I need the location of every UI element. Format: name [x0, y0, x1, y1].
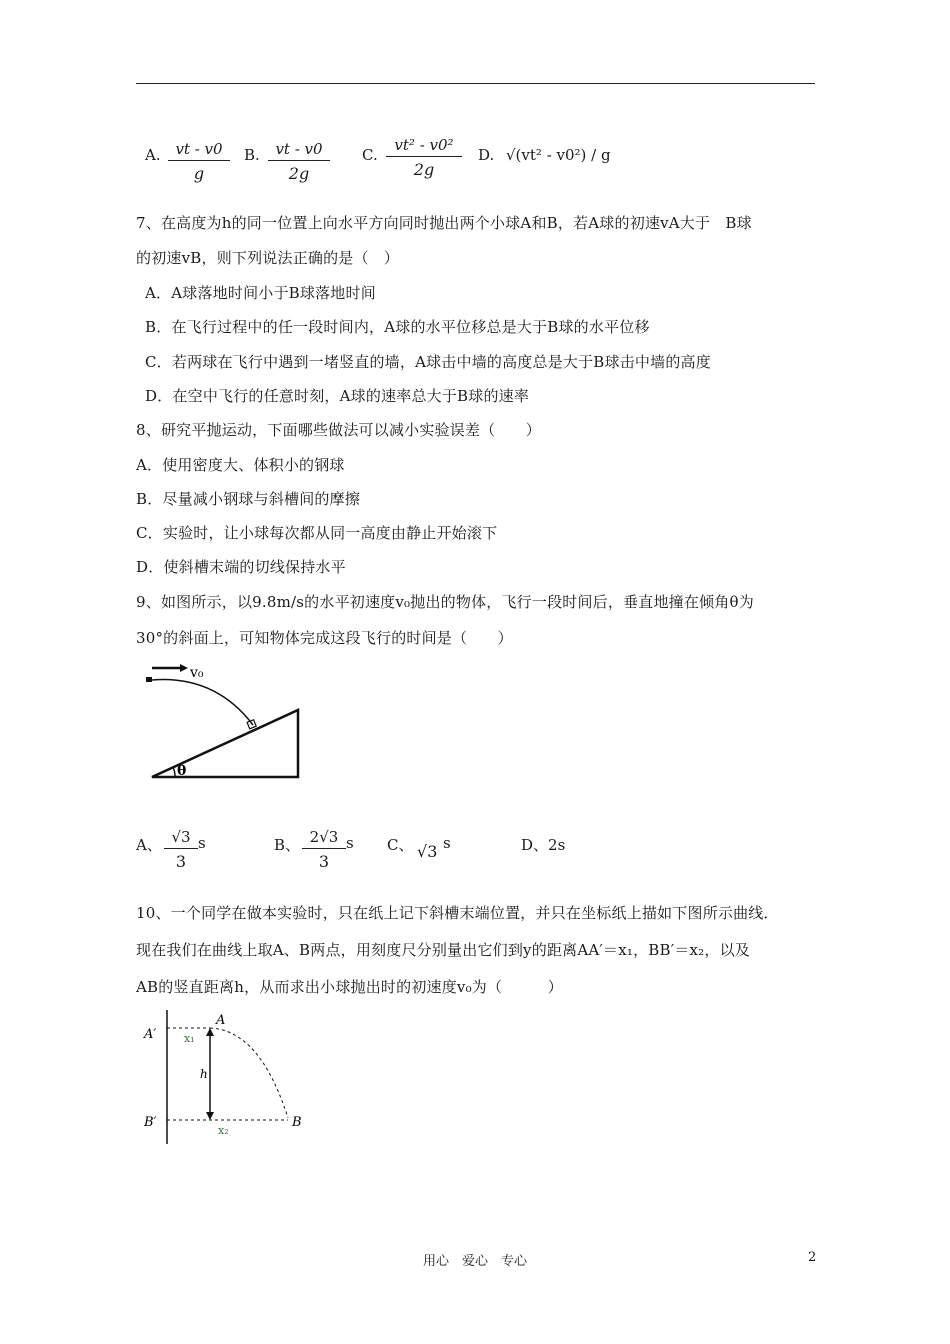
- q7-option-a: A．A球落地时间小于B球落地时间: [145, 284, 376, 302]
- page-footer: 用心 爱心 专心: [422, 1254, 527, 1269]
- q10-stem-line-3: AB的竖直距离h，从而求出小球抛出时的初速度v₀为（ ）: [136, 978, 564, 996]
- q6-option-b-denominator: 2g: [288, 164, 310, 183]
- q9-option-b-label: B、: [274, 836, 301, 854]
- q6-option-b-numerator: vt - v0: [275, 140, 323, 158]
- header-rule: [136, 83, 815, 84]
- q6-option-d-label: D.: [478, 146, 495, 164]
- q9-option-b-fraction: [302, 828, 346, 871]
- page-number: 2: [808, 1250, 817, 1265]
- q9-option-d: D、2s: [521, 836, 566, 854]
- q6-option-c-numerator: vt² - v0²: [394, 136, 454, 154]
- q6-option-a-denominator: g: [193, 164, 205, 183]
- q10-x2-label: x₂: [218, 1124, 229, 1137]
- q7-option-d: D．在空中飞行的任意时刻，A球的速率总大于B球的速率: [145, 387, 530, 405]
- q7-stem-line-2: 的初速vB，则下列说法正确的是（ ）: [136, 249, 400, 267]
- q10-h-label: h: [200, 1067, 208, 1081]
- q10-trajectory-figure: [140, 1008, 315, 1148]
- q9-trajectory-curve: [152, 680, 253, 725]
- q9-stem-line-1: 9、如图所示，以9.8m/s的水平初速度v₀抛出的物体，飞行一段时间后，垂直地撞在倾角θ为: [136, 593, 754, 611]
- q9-option-b-unit: s: [346, 834, 354, 852]
- q10-a-prime-label: A′: [144, 1027, 157, 1042]
- q9-option-a-numerator: √3: [171, 828, 191, 846]
- q8-option-a: A．使用密度大、体积小的钢球: [136, 456, 345, 474]
- q8-option-b: B．尽量减小钢球与斜槽间的摩擦: [136, 490, 361, 508]
- q9-option-a-fraction: [164, 828, 198, 871]
- q7-stem-line-1: 7、在高度为h的同一位置上向水平方向同时抛出两个小球A和B，若A球的初速vA大于 B球: [136, 214, 752, 232]
- q9-incline-triangle: [152, 710, 298, 777]
- q9-launch-point: [146, 677, 152, 682]
- q10-b-prime-label: B′: [144, 1115, 157, 1130]
- q10-a-label: A: [216, 1013, 226, 1028]
- q6-option-c-denominator: 2g: [413, 160, 435, 179]
- q9-option-a-label: A、: [136, 836, 162, 854]
- q8-stem: 8、研究平抛运动，下面哪些做法可以减小实验误差（ ）: [136, 421, 541, 439]
- q9-incline-figure: [140, 655, 315, 787]
- q6-option-b-label: B.: [244, 146, 260, 164]
- q10-stem-line-1: 10、一个同学在做本实验时，只在纸上记下斜槽末端位置，并只在坐标纸上描如下图所示曲线．: [136, 904, 779, 922]
- q9-stem-line-2: 30°的斜面上，可知物体完成这段飞行的时间是（ ）: [136, 629, 513, 647]
- q9-v0-label: v₀: [190, 665, 204, 681]
- q6-option-c-label: C.: [362, 146, 378, 164]
- q8-option-d: D．使斜槽末端的切线保持水平: [136, 558, 346, 576]
- q10-trajectory-curve: [210, 1028, 288, 1118]
- q9-option-c-unit: s: [443, 834, 451, 852]
- q6-option-d-expression: √(vt² - v0²) / g: [506, 146, 611, 164]
- q8-option-c: C．实验时，让小球每次都从同一高度由静止开始滚下: [136, 524, 498, 542]
- q9-option-b-numerator: 2√3: [309, 828, 339, 846]
- q7-option-c: C．若两球在飞行中遇到一堵竖直的墙，A球击中墙的高度总是大于B球击中墙的高度: [145, 353, 711, 371]
- q9-velocity-arrow: [152, 664, 188, 672]
- q6-option-b-fraction: [268, 140, 330, 183]
- q9-theta-label: θ: [177, 763, 187, 779]
- q6-option-a-fraction: [168, 140, 230, 183]
- q6-option-a-numerator: vt - v0: [175, 140, 223, 158]
- q9-option-a-denominator: 3: [175, 852, 187, 871]
- q10-b-label: B: [292, 1115, 302, 1130]
- q7-option-b: B．在飞行过程中的任一段时间内，A球的水平位移总是大于B球的水平位移: [145, 318, 650, 336]
- q10-x1-label: x₁: [184, 1032, 195, 1045]
- q9-option-b-denominator: 3: [318, 852, 330, 871]
- q9-option-c-label: C、: [387, 836, 414, 854]
- q10-stem-line-2: 现在我们在曲线上取A、B两点，用刻度尺分别量出它们到y的距离AA′＝x₁，BB′＝x₂，以及: [136, 941, 751, 959]
- q6-option-c-fraction: [386, 136, 462, 179]
- q6-option-a-label: A.: [145, 146, 161, 164]
- q9-option-a-unit: s: [198, 834, 206, 852]
- q9-option-c-value: √3: [417, 842, 438, 861]
- q9-angle-arc: [173, 767, 175, 777]
